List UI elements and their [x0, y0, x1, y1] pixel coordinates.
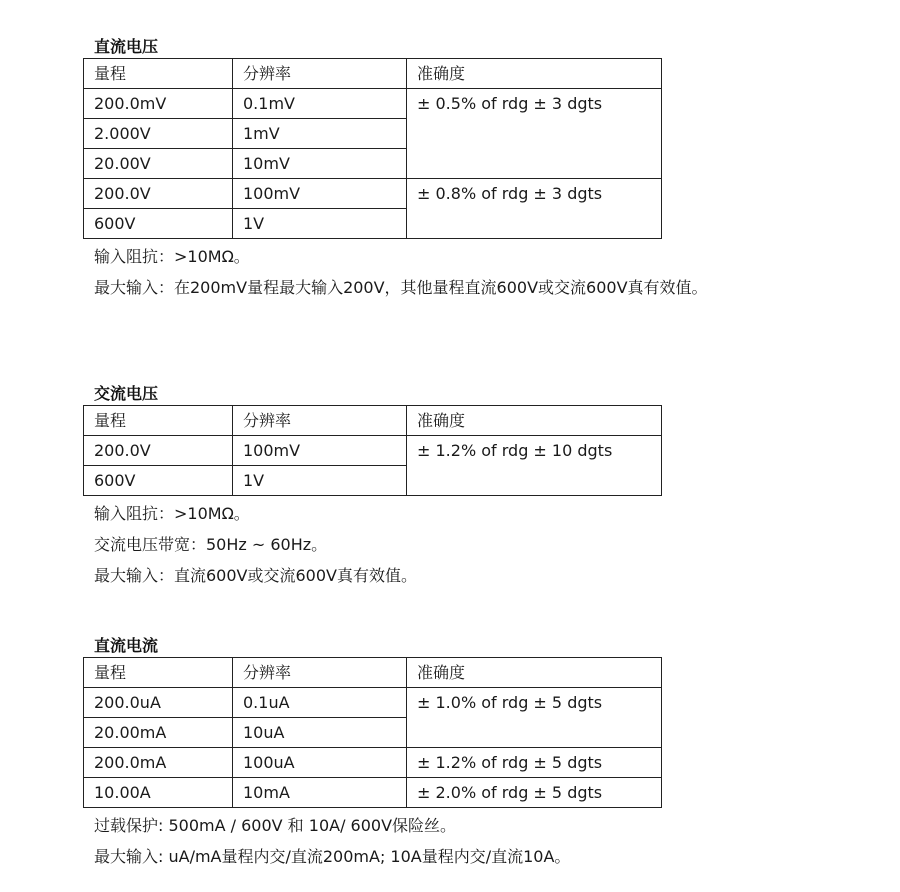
range-cell: 200.0mV — [84, 89, 233, 119]
resolution-cell: 0.1uA — [233, 688, 407, 718]
accuracy-cell: ± 1.2% of rdg ± 10 dgts — [407, 436, 662, 496]
section-title: 直流电压 — [94, 37, 159, 56]
range-cell: 200.0V — [84, 436, 233, 466]
range-cell: 10.00A — [84, 778, 233, 808]
resolution-cell: 10uA — [233, 718, 407, 748]
range-cell: 600V — [84, 209, 233, 239]
ac-voltage-table — [83, 405, 662, 496]
resolution-cell: 100mV — [233, 179, 407, 209]
dc-voltage-table — [83, 58, 662, 239]
note-input-impedance: 输入阻抗：>10MΩ。 — [94, 504, 250, 523]
range-cell: 200.0mA — [84, 748, 233, 778]
header-range: 量程 — [84, 59, 233, 89]
header-range: 量程 — [84, 406, 233, 436]
section-title: 交流电压 — [94, 384, 159, 403]
table-row — [84, 778, 662, 808]
accuracy-cell: ± 0.5% of rdg ± 3 dgts — [407, 89, 662, 179]
header-accuracy: 准确度 — [407, 406, 662, 436]
range-cell: 200.0uA — [84, 688, 233, 718]
resolution-cell: 1V — [233, 466, 407, 496]
section-title: 直流电流 — [94, 636, 159, 655]
accuracy-cell: ± 1.2% of rdg ± 5 dgts — [407, 748, 662, 778]
table-row — [84, 688, 662, 718]
note-max-input: 最大输入: uA/mA量程内交/直流200mA; 10A量程内交/直流10A。 — [94, 847, 571, 866]
range-cell: 200.0V — [84, 179, 233, 209]
header-resolution: 分辨率 — [233, 658, 407, 688]
header-range: 量程 — [84, 658, 233, 688]
resolution-cell: 100mV — [233, 436, 407, 466]
header-accuracy: 准确度 — [407, 59, 662, 89]
range-cell: 2.000V — [84, 119, 233, 149]
resolution-cell: 1V — [233, 209, 407, 239]
note-bandwidth: 交流电压带宽：50Hz ~ 60Hz。 — [94, 535, 328, 554]
note-max-input: 最大输入：直流600V或交流600V真有效值。 — [94, 566, 417, 585]
note-overload-protection: 过载保护: 500mA / 600V 和 10A/ 600V保险丝。 — [94, 816, 457, 835]
table-header-row — [84, 59, 662, 89]
range-cell: 600V — [84, 466, 233, 496]
table-header-row — [84, 406, 662, 436]
note-max-input: 最大输入：在200mV量程最大输入200V，其他量程直流600V或交流600V真有效值。 — [94, 278, 708, 297]
header-resolution: 分辨率 — [233, 406, 407, 436]
table-row — [84, 748, 662, 778]
table-row — [84, 179, 662, 209]
resolution-cell: 100uA — [233, 748, 407, 778]
dc-current-table — [83, 657, 662, 808]
accuracy-cell: ± 2.0% of rdg ± 5 dgts — [407, 778, 662, 808]
section-ac-voltage — [83, 383, 662, 586]
table-row — [84, 436, 662, 466]
header-accuracy: 准确度 — [407, 658, 662, 688]
resolution-cell: 10mV — [233, 149, 407, 179]
table-header-row — [84, 658, 662, 688]
header-resolution: 分辨率 — [233, 59, 407, 89]
section-dc-voltage — [83, 36, 708, 298]
note-input-impedance: 输入阻抗：>10MΩ。 — [94, 247, 250, 266]
range-cell: 20.00mA — [84, 718, 233, 748]
table-row — [84, 89, 662, 119]
section-dc-current — [83, 635, 662, 867]
accuracy-cell: ± 0.8% of rdg ± 3 dgts — [407, 179, 662, 239]
accuracy-cell: ± 1.0% of rdg ± 5 dgts — [407, 688, 662, 748]
resolution-cell: 0.1mV — [233, 89, 407, 119]
resolution-cell: 1mV — [233, 119, 407, 149]
resolution-cell: 10mA — [233, 778, 407, 808]
range-cell: 20.00V — [84, 149, 233, 179]
